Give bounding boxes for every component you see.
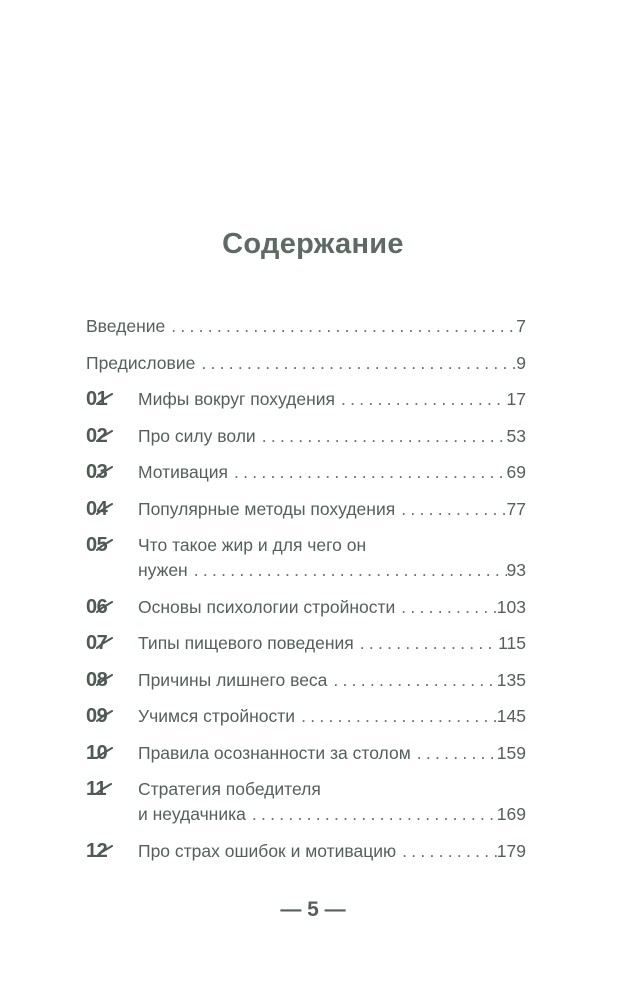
toc-entry-line <box>138 595 526 620</box>
chapter-number <box>86 631 138 656</box>
toc-entry-line <box>138 668 526 693</box>
toc-entry-page: 53 <box>506 425 526 446</box>
chapter-number-text: 08 <box>86 668 108 691</box>
dot-leader <box>354 631 498 656</box>
toc-entry-title: Что такое жир и для чего он <box>138 535 367 555</box>
toc-entry-title: Правила осознанности за столом <box>138 742 411 763</box>
page-title: Содержание <box>222 228 404 260</box>
toc-entry-page: 179 <box>496 840 526 861</box>
toc-entry-body <box>138 424 526 449</box>
dot-leader <box>327 668 496 693</box>
toc-entry-page: 93 <box>506 560 526 580</box>
toc-entry-body <box>138 387 526 412</box>
toc-entry-body <box>138 704 526 729</box>
toc-entry-line <box>138 777 526 802</box>
toc-entry-body <box>138 533 526 583</box>
chapter-number <box>86 704 138 729</box>
table-of-contents <box>86 314 526 875</box>
toc-entry[interactable] <box>86 839 526 864</box>
toc-entry-line <box>138 741 526 766</box>
toc-entry-line <box>138 704 526 729</box>
dot-leader <box>396 839 497 864</box>
toc-entry-page: 77 <box>506 498 526 519</box>
dot-leader <box>188 558 507 583</box>
toc-entry-title: Причины лишнего веса <box>138 669 328 690</box>
toc-entry-line <box>138 802 526 827</box>
toc-entry-body <box>138 460 526 485</box>
toc-entry-body <box>138 631 526 656</box>
toc-entry-body <box>138 741 526 766</box>
chapter-number <box>86 741 138 766</box>
chapter-number <box>86 460 138 485</box>
toc-entry[interactable] <box>86 741 526 766</box>
dot-leader <box>295 704 497 729</box>
chapter-number-text: 04 <box>86 497 108 520</box>
toc-entry-page: 145 <box>496 706 526 726</box>
toc-entry-page: 169 <box>496 804 526 824</box>
toc-entry-title: Учимся стройности <box>138 706 296 726</box>
dot-leader <box>411 741 497 766</box>
toc-entry-title: Мотивация <box>138 462 229 482</box>
toc-entry-line <box>138 497 526 522</box>
chapter-number <box>86 497 138 522</box>
toc-entry-title: и неудачника <box>138 804 246 824</box>
toc-entry[interactable] <box>86 533 526 583</box>
toc-entry-line <box>138 631 526 656</box>
dot-leader <box>246 802 497 827</box>
dot-leader <box>228 460 507 485</box>
toc-entry-line <box>138 424 526 449</box>
toc-entry-title: Типы пищевого поведения <box>138 633 354 653</box>
toc-entry-title: Введение <box>86 316 166 336</box>
toc-entry-body <box>86 314 526 339</box>
chapter-number-text: 03 <box>86 461 108 483</box>
dot-leader <box>395 497 506 522</box>
toc-entry[interactable] <box>86 668 526 693</box>
toc-entry-line <box>86 314 526 339</box>
toc-entry-page: 103 <box>496 596 526 617</box>
chapter-number <box>86 387 138 412</box>
toc-entry-title: Про силу воли <box>138 425 256 446</box>
toc-entry-page: 69 <box>506 462 526 482</box>
toc-entry-line <box>138 558 526 583</box>
toc-entry-title: Про страх ошибок и мотивацию <box>138 840 397 861</box>
chapter-number-text: 10 <box>86 741 108 764</box>
toc-entry-page: 17 <box>506 389 526 409</box>
dot-leader <box>256 424 507 449</box>
toc-entry-page: 7 <box>516 316 526 336</box>
dot-leader <box>395 595 497 620</box>
dot-leader <box>195 351 516 376</box>
toc-entry-title: Популярные методы похудения <box>138 498 396 519</box>
toc-entry[interactable] <box>86 497 526 522</box>
toc-entry[interactable] <box>86 704 526 729</box>
toc-entry-line <box>138 839 526 864</box>
chapter-number <box>86 839 138 864</box>
toc-entry-line <box>86 351 526 376</box>
chapter-number <box>86 595 138 620</box>
toc-entry-body <box>138 839 526 864</box>
chapter-number <box>86 424 138 449</box>
toc-entry-body <box>138 595 526 620</box>
chapter-number-text: 12 <box>86 839 108 862</box>
toc-entry[interactable] <box>86 777 526 827</box>
toc-entry-page: 135 <box>496 669 526 690</box>
chapter-number <box>86 777 138 802</box>
toc-entry-page: 9 <box>516 352 526 373</box>
toc-entry[interactable] <box>86 424 526 449</box>
toc-entry[interactable] <box>86 314 526 339</box>
chapter-number-text: 06 <box>86 595 108 618</box>
toc-entry[interactable] <box>86 460 526 485</box>
page-number: — 5 — <box>280 898 346 921</box>
toc-entry-title: нужен <box>138 560 188 580</box>
toc-entry-title: Стратегия победителя <box>138 779 321 799</box>
chapter-number-text: 09 <box>86 705 108 727</box>
toc-entry-body <box>138 777 526 827</box>
chapter-number-text: 02 <box>86 424 108 447</box>
toc-entry-page: 115 <box>498 633 526 653</box>
toc-entry-page: 159 <box>496 742 526 763</box>
toc-entry-title: Мифы вокруг похудения <box>138 389 336 409</box>
toc-entry-body <box>138 497 526 522</box>
toc-entry[interactable] <box>86 595 526 620</box>
chapter-number-text: 07 <box>86 632 108 654</box>
toc-entry[interactable] <box>86 351 526 376</box>
toc-entry-body <box>86 351 526 376</box>
toc-entry-line <box>138 387 526 412</box>
dot-leader <box>335 387 507 412</box>
toc-entry-line <box>138 533 526 558</box>
chapter-number <box>86 533 138 558</box>
chapter-number <box>86 668 138 693</box>
toc-entry[interactable] <box>86 631 526 656</box>
toc-entry[interactable] <box>86 387 526 412</box>
chapter-number-text: 01 <box>86 388 108 410</box>
toc-entry-title: Основы психологии стройности <box>138 596 396 617</box>
chapter-number-text: 11 <box>86 778 107 800</box>
toc-entry-body <box>138 668 526 693</box>
toc-entry-line <box>138 460 526 485</box>
chapter-number-text: 05 <box>86 534 108 556</box>
dot-leader <box>165 314 516 339</box>
toc-entry-title: Предисловие <box>86 352 196 373</box>
